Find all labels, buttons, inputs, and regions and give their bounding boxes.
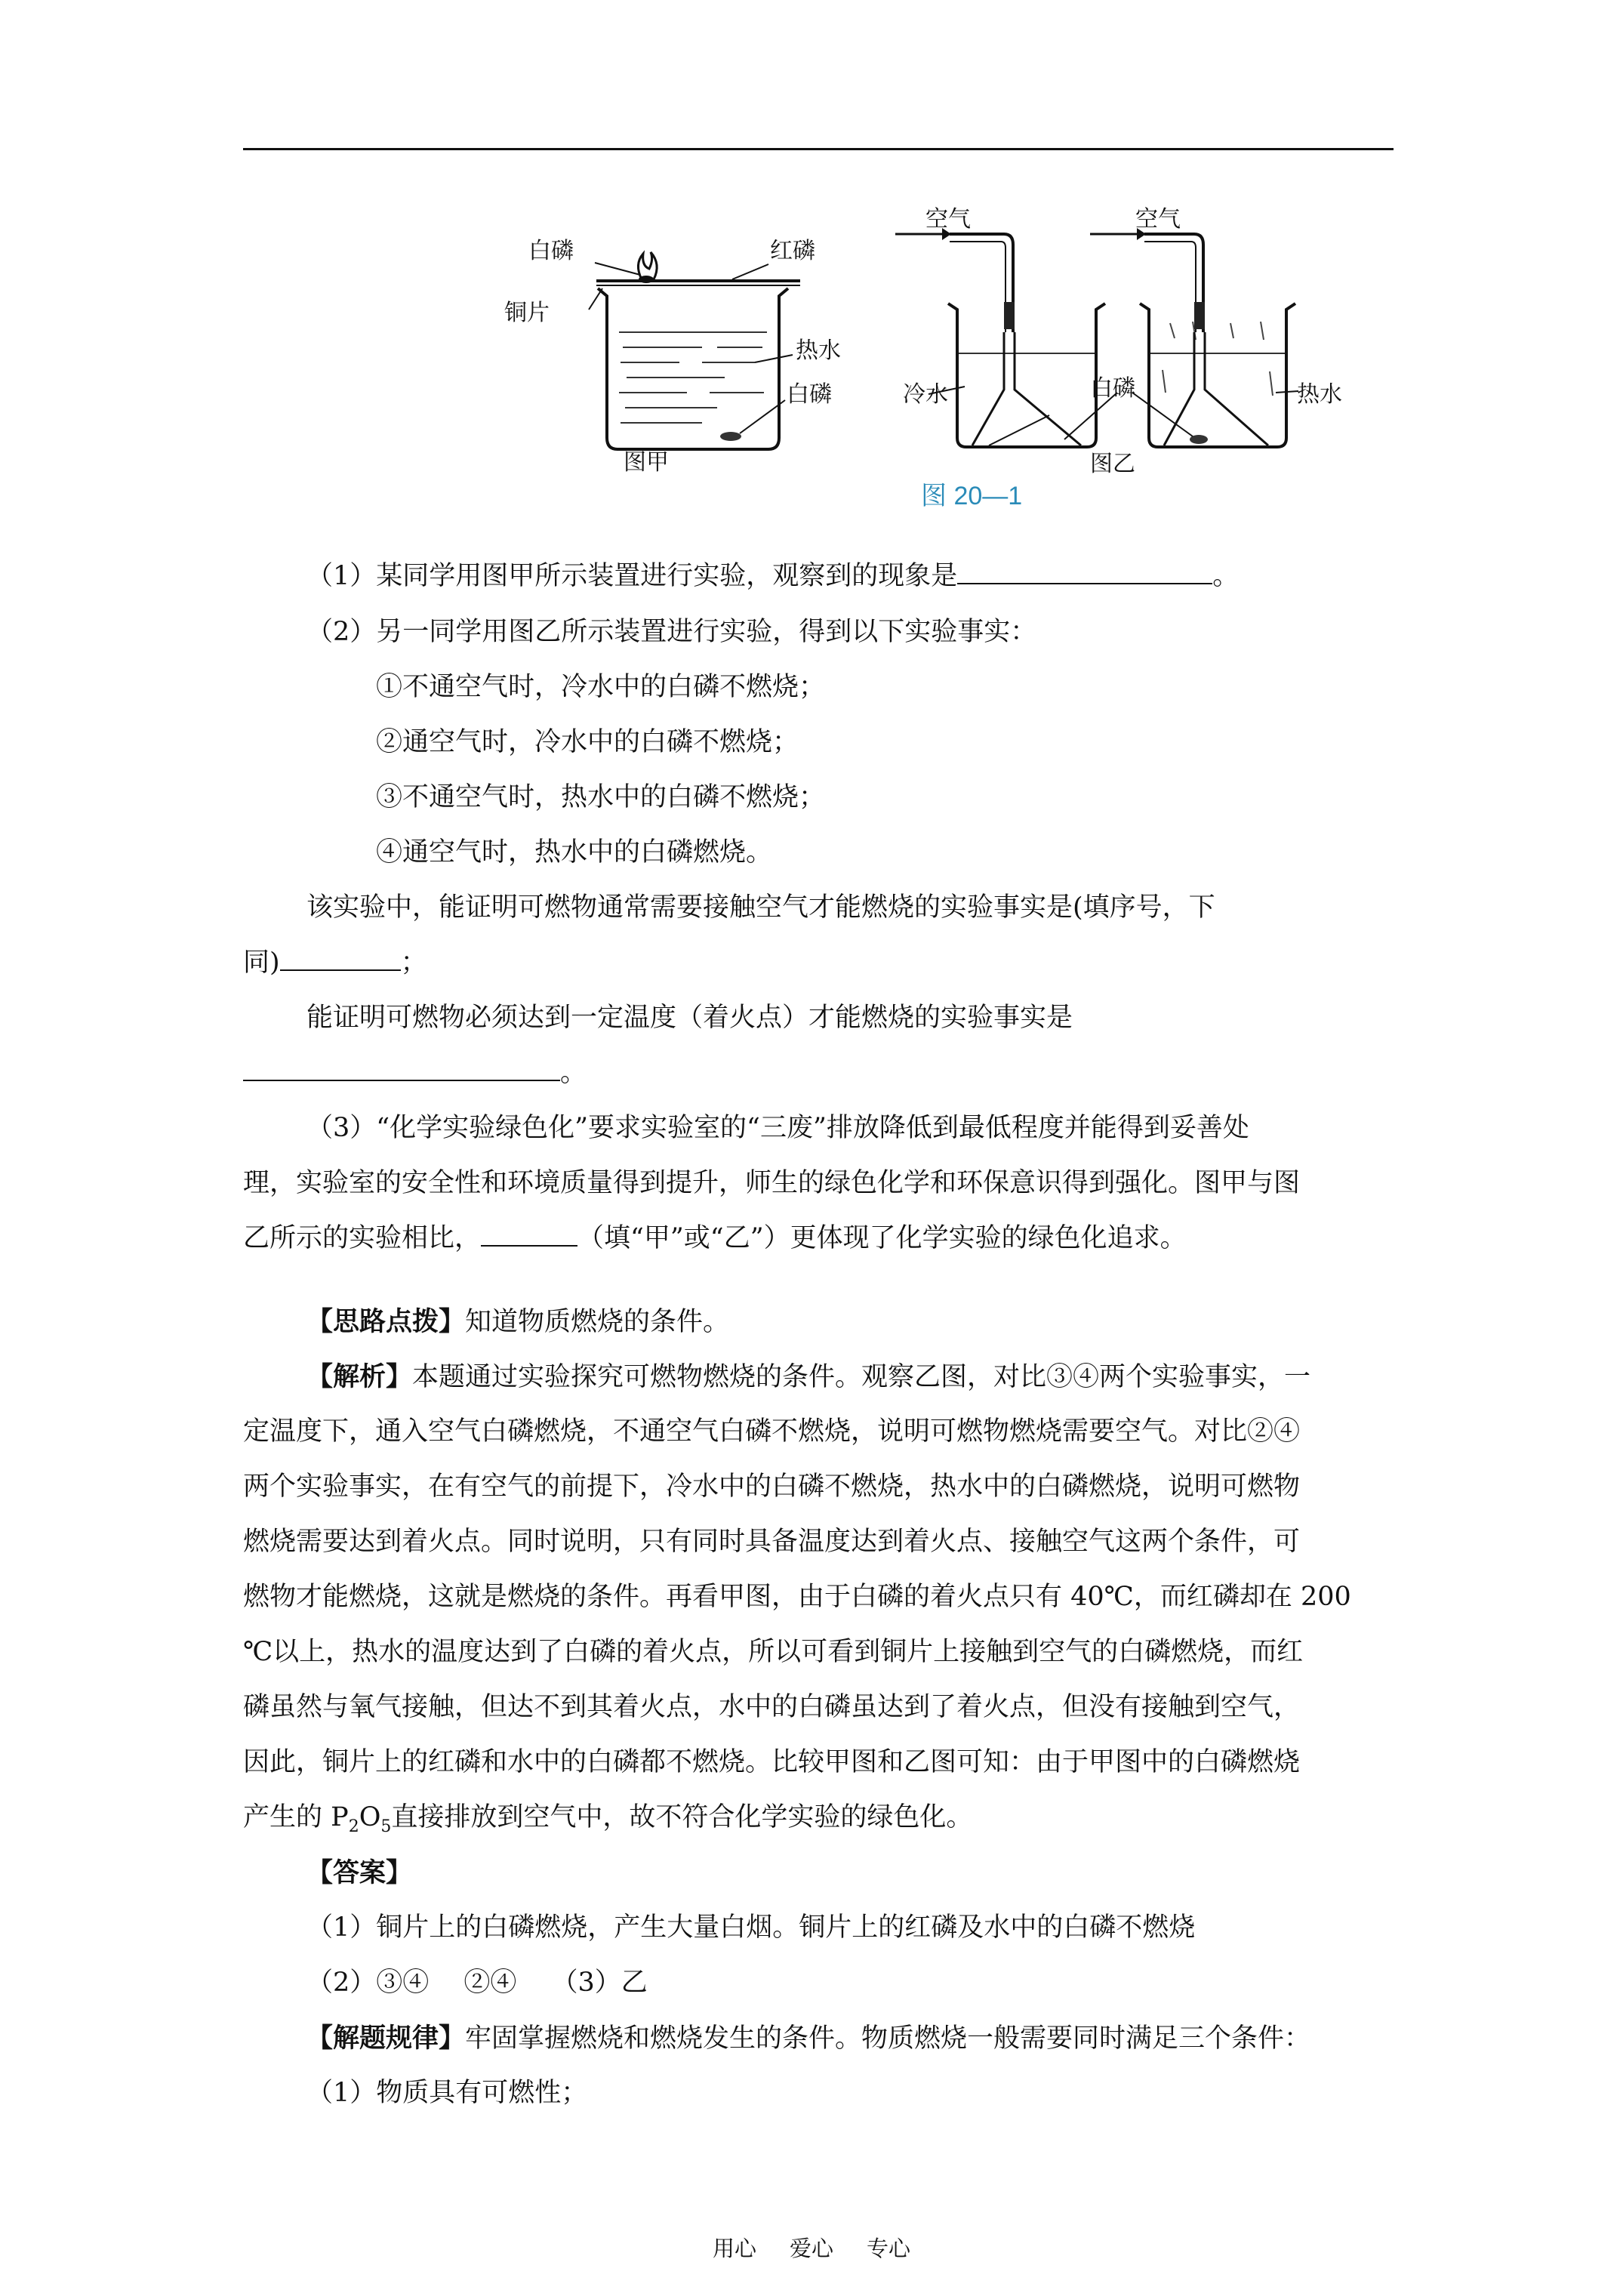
analysis-line-3: 两个实验事实，在有空气的前提下，冷水中的白磷不燃烧，热水中的白磷燃烧，说明可燃物 (243, 1472, 1301, 1502)
fact-3: ③不通空气时，热水中的白磷不燃烧； (376, 782, 826, 812)
label-white-p-yi: 白磷 (1090, 375, 1135, 402)
question-2a-line-1: 该实验中，能证明可燃物通常需要接触空气才能燃烧的实验事实是(填序号，下 (306, 892, 1215, 923)
question-2a-prefix: 同) (243, 948, 280, 978)
label-white-p-water: 白磷 (787, 381, 832, 408)
label-air-left: 空气 (925, 206, 971, 233)
rule-tag: 【解题规律】 (306, 2023, 466, 2054)
question-1-end: 。 (1212, 561, 1240, 591)
analysis-formula-post: 直接排放到空气中，故不符合化学实验的绿色化。 (391, 1802, 973, 1832)
question-3-line-2: 理，实验室的安全性和环境质量得到提升，师生的绿色化学和环保意识得到强化。图甲与图 (243, 1168, 1301, 1198)
hint-text: 知道物质燃烧的条件。 (465, 1307, 730, 1337)
question-1-text: （1）某同学用图甲所示装置进行实验，观察到的现象是 (306, 561, 958, 591)
analysis-line-8: 因此，铜片上的红磷和水中的白磷都不燃烧。比较甲图和乙图可知：由于甲图中的白磷燃烧 (243, 1747, 1301, 1777)
answer-1: （1）铜片上的白磷燃烧，产生大量白烟。铜片上的红磷及水中的白磷不燃烧 (306, 1912, 1196, 1943)
figure-yi-beakers (891, 211, 1359, 461)
answer-blank-2b[interactable] (243, 1079, 560, 1081)
footer-word-1: 用心 (712, 2236, 756, 2261)
formula-sub-2: 2 (348, 1817, 359, 1836)
analysis-line-9 (243, 1804, 972, 1835)
rule-text: 牢固掌握燃烧和燃烧发生的条件。物质燃烧一般需要同时满足三个条件： (465, 2023, 1311, 2054)
fact-2: ②通空气时，冷水中的白磷不燃烧； (376, 727, 799, 757)
hint-tag: 【思路点拨】 (306, 1306, 466, 1337)
caption-yi: 图乙 (1090, 451, 1135, 477)
question-2b-line-2 (243, 1060, 587, 1086)
fact-4: ④通空气时，热水中的白磷燃烧。 (376, 837, 773, 868)
figure-number: 图 20—1 (921, 482, 1023, 510)
question-3-line-3 (243, 1225, 1187, 1252)
question-2a-end: ； (400, 948, 427, 978)
label-red-p: 红磷 (770, 238, 815, 264)
analysis-line-4: 燃烧需要达到着火点。同时说明，只有同时具备温度达到着火点、接触空气这两个条件，可 (243, 1527, 1301, 1557)
caption-jia: 图甲 (624, 449, 669, 476)
question-2b-line-1: 能证明可燃物必须达到一定温度（着火点）才能燃烧的实验事实是 (306, 1003, 1073, 1033)
question-2a-line-2 (243, 950, 427, 976)
answer-blank-3[interactable] (481, 1244, 577, 1247)
label-white-p-top: 白磷 (528, 238, 574, 264)
footer-word-3: 专心 (867, 2236, 911, 2261)
answer-tag: 【答案】 (306, 1857, 413, 1888)
question-2b-end: 。 (560, 1058, 587, 1088)
label-cold-water: 冷水 (903, 381, 948, 408)
answer-2: （2）③④ ②④ （3）乙 (306, 1968, 648, 1998)
footer-word-2: 爱心 (789, 2236, 833, 2261)
analysis-line-5: 燃物才能燃烧，这就是燃烧的条件。再看甲图，由于白磷的着火点只有 40℃，而红磷却在 200 (243, 1582, 1351, 1612)
fact-1: ①不通空气时，冷水中的白磷不燃烧； (376, 672, 826, 702)
formula-sub-5: 5 (380, 1817, 392, 1836)
analysis-tag: 【解析】 (306, 1361, 413, 1392)
label-copper: 铜片 (504, 300, 550, 326)
answer-blank-1[interactable] (957, 582, 1212, 584)
analysis-line-2: 定温度下，通入空气白磷燃烧，不通空气白磷不燃烧，说明可燃物燃烧需要空气。对比②④ (243, 1416, 1301, 1447)
formula-o: O (359, 1802, 381, 1832)
analysis-line-6: ℃以上，热水的温度达到了白磷的着火点，所以可看到铜片上接触到空气的白磷燃烧，而红 (243, 1637, 1304, 1667)
header-rule (243, 148, 1394, 150)
analysis-line-7: 磷虽然与氧气接触，但达不到其着火点，水中的白磷虽达到了着火点，但没有接触到空气， (243, 1692, 1301, 1722)
analysis-formula-pre: 产生的 P (243, 1802, 349, 1832)
rule-item-1: （1）物质具有可燃性； (306, 2078, 588, 2108)
label-hot-water-jia: 热水 (796, 337, 841, 364)
label-hot-water-yi: 热水 (1297, 381, 1342, 408)
question-3-suffix: （填“甲”或“乙”）更体现了化学实验的绿色化追求。 (577, 1223, 1187, 1253)
solving-rule (306, 2025, 1310, 2052)
label-air-right: 空气 (1135, 206, 1181, 233)
analysis-text-1: 本题通过实验探究可燃物燃烧的条件。观察乙图，对比③④两个实验事实，一 (412, 1362, 1311, 1392)
hint (306, 1308, 729, 1336)
answer-blank-2a[interactable] (280, 969, 401, 971)
question-1 (306, 563, 1239, 590)
question-2: （2）另一同学用图乙所示装置进行实验，得到以下实验事实： (306, 617, 1037, 647)
analysis-line-1 (306, 1361, 1311, 1392)
page-footer (0, 2232, 1623, 2263)
figure-jia-beaker (528, 249, 845, 498)
question-3-line-1: （3）“化学实验绿色化”要求实验室的“三废”排放降低到最低程度并能得到妥善处 (306, 1113, 1249, 1143)
question-3-prefix: 乙所示的实验相比， (243, 1223, 482, 1253)
